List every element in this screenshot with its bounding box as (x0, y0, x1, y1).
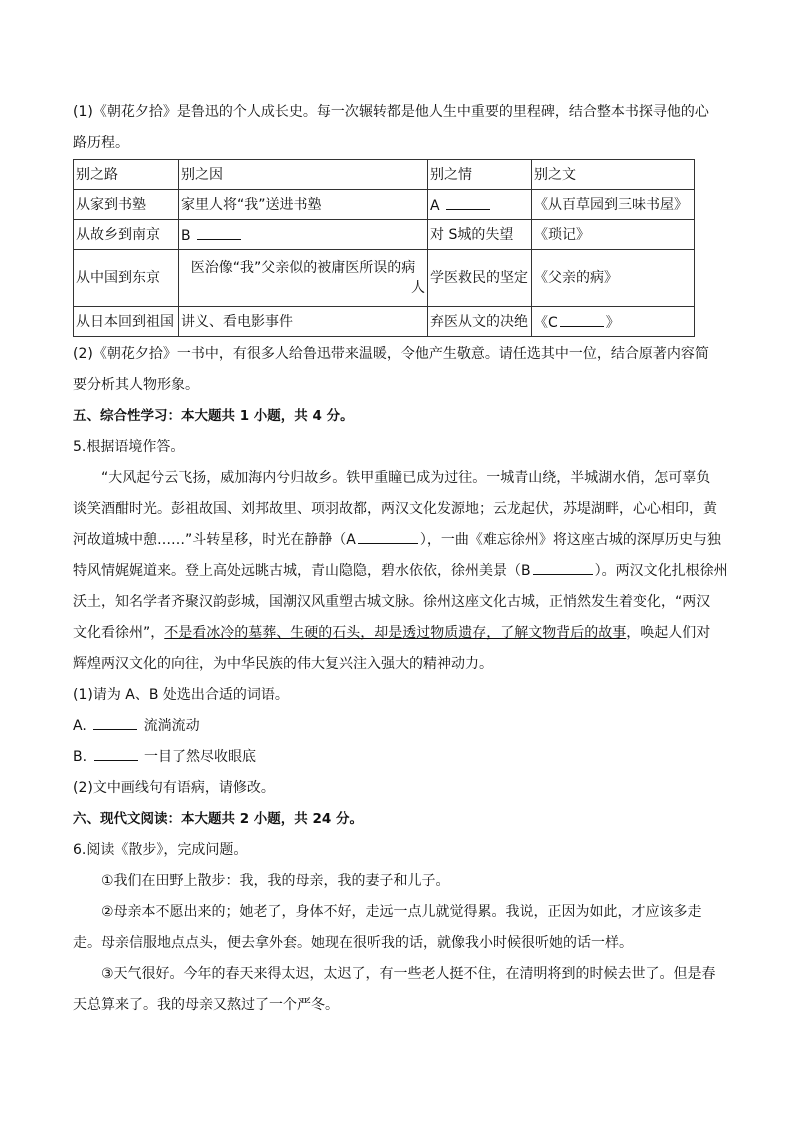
table-cell: 对 S城的失望 (428, 220, 532, 250)
blank-A[interactable] (358, 529, 418, 544)
text-span: 特风情娓娓道来。登上高处远眺古城，青山隐隐，碧水依依，徐州美景（B (73, 563, 531, 579)
table-row (74, 307, 695, 337)
q5-para-line (73, 556, 728, 587)
table-cell: 从故乡到南京 (74, 220, 179, 250)
answer-blank[interactable] (446, 195, 490, 210)
option-text: 流淌流动 (143, 718, 200, 734)
table-cell: 《琐记》 (532, 220, 695, 250)
journey-table (73, 159, 695, 337)
section5-heading: 五、综合性学习：本大题共 1 小题，共 4 分。 (73, 408, 354, 424)
q5-sub2: (2)文中画线句有语病，请修改。 (73, 780, 275, 796)
table-cell: 《父亲的病》 (532, 250, 695, 307)
q6-para-3-line1: ③天气很好。今年的春天来得太迟，太迟了，有一些老人挺不住，在清明将到的时候去世了。但是春 (101, 966, 716, 982)
table-cell (179, 250, 428, 307)
table-row (74, 190, 695, 220)
table-cell: 家里人将“我”送进书塾 (179, 190, 428, 220)
table-cell: 学医救民的坚定 (428, 250, 532, 307)
q4-part1-line2: 路历程。 (73, 135, 129, 151)
table-cell (532, 307, 695, 337)
q4-part2-line1: (2)《朝花夕拾》一书中，有很多人给鲁迅带来温暖，令他产生敬意。请任选其中一位，结合原著内容简 (73, 346, 709, 362)
blank-label: B (181, 227, 191, 244)
q6-para-2-line1: ②母亲本不愿出来的；她老了，身体不好，走远一点儿就觉得累。我说，正因为如此，才应该多走 (101, 904, 702, 920)
document-page (73, 96, 728, 1021)
table-cell: 讲义、看电影事件 (179, 307, 428, 337)
blank-label: 《C (534, 314, 558, 331)
q4-part2-line2: 要分析其人物形象。 (73, 377, 199, 393)
section6-heading: 六、现代文阅读：本大题共 2 小题，共 24 分。 (73, 811, 363, 827)
q5-para-line: 谈笑酒酣时光。彭祖故国、刘邦故里、项羽故都，两汉文化发源地；云龙起伏，苏堤湖畔，心心相印，黄 (73, 501, 717, 517)
underlined-sentence: 不是看冰冷的墓葬、生硬的石头，却是透过物质遗存，了解文物背后的故事 (164, 625, 627, 641)
q5-para-line: “大风起兮云飞扬，威加海内兮归故乡。铁甲重瞳已成为过往。一城青山绕，半城湖水俏，怎可辜负 (101, 470, 711, 486)
table-cell: 从日本回到祖国 (74, 307, 179, 337)
text-span: ），一曲《难忘徐州》将这座古城的深厚历史与独 (419, 532, 721, 548)
text-span: ，唤起人们对 (626, 625, 711, 641)
table-header: 别之路 (74, 160, 179, 190)
answer-blank[interactable] (94, 746, 138, 761)
answer-blank[interactable] (93, 715, 137, 730)
table-cell: 从中国到东京 (74, 250, 179, 307)
table-cell (428, 190, 532, 220)
blank-B[interactable] (533, 560, 593, 575)
option-text: 一目了然尽收眼底 (143, 749, 256, 765)
text-span: 河故道城中憩……”斗转星移，时光在静静（A (73, 532, 356, 548)
q5-para-line: 辉煌两汉文化的向往，为中华民族的伟大复兴注入强大的精神动力。 (73, 656, 493, 672)
q5-para-line (73, 525, 721, 556)
cell-line: 人 (411, 280, 425, 296)
q5-title: 5.根据语境作答。 (73, 439, 185, 455)
option-label: B. (73, 749, 88, 765)
table-header: 别之因 (179, 160, 428, 190)
q6-title: 6.阅读《散步》，完成问题。 (73, 842, 248, 858)
q4-part1-line1: (1)《朝花夕拾》是鲁迅的个人成长史。每一次辗转都是他人生中重要的里程碑，结合整本书探寻他的心 (73, 104, 709, 120)
table-header: 别之情 (428, 160, 532, 190)
table-header-row (74, 160, 695, 190)
cell-line: 医治像“我”父亲似的被庸医所误的病 (190, 260, 416, 276)
q6-para-1: ①我们在田野上散步：我，我的母亲，我的妻子和儿子。 (101, 873, 450, 889)
q5-para-line (73, 618, 713, 649)
table-cell: 弃医从文的决绝 (428, 307, 532, 337)
table-header: 别之文 (532, 160, 695, 190)
table-cell (179, 220, 428, 250)
q5-sub1: (1)请为 A、B 处选出合适的词语。 (73, 687, 289, 703)
blank-label: A (430, 197, 440, 214)
answer-blank[interactable] (197, 225, 241, 240)
table-row (74, 220, 695, 250)
table-cell: 从家到书塾 (74, 190, 179, 220)
cell-text: 》 (605, 314, 620, 331)
option-label: A. (73, 718, 87, 734)
answer-blank[interactable] (560, 312, 604, 327)
option-b (73, 742, 713, 773)
q6-para-2-line2: 走。母亲信服地点点头，便去拿外套。她现在很听我的话，就像我小时候很听她的话一样。 (73, 935, 633, 951)
q6-para-3-line2: 天总算来了。我的母亲又熬过了一个严冬。 (73, 997, 339, 1013)
q5-para-line: 沃土，知名学者齐聚汉韵彭城，国潮汉风重塑古城文脉。徐州这座文化古城，正悄然发生着变化，“两汉 (73, 594, 711, 610)
text-span: ）。两汉文化扎根徐州 (594, 563, 728, 579)
option-a (73, 711, 713, 742)
table-row (74, 250, 695, 307)
text-span: 文化看徐州”， (73, 625, 165, 641)
table-cell: 《从百草园到三味书屋》 (532, 190, 695, 220)
